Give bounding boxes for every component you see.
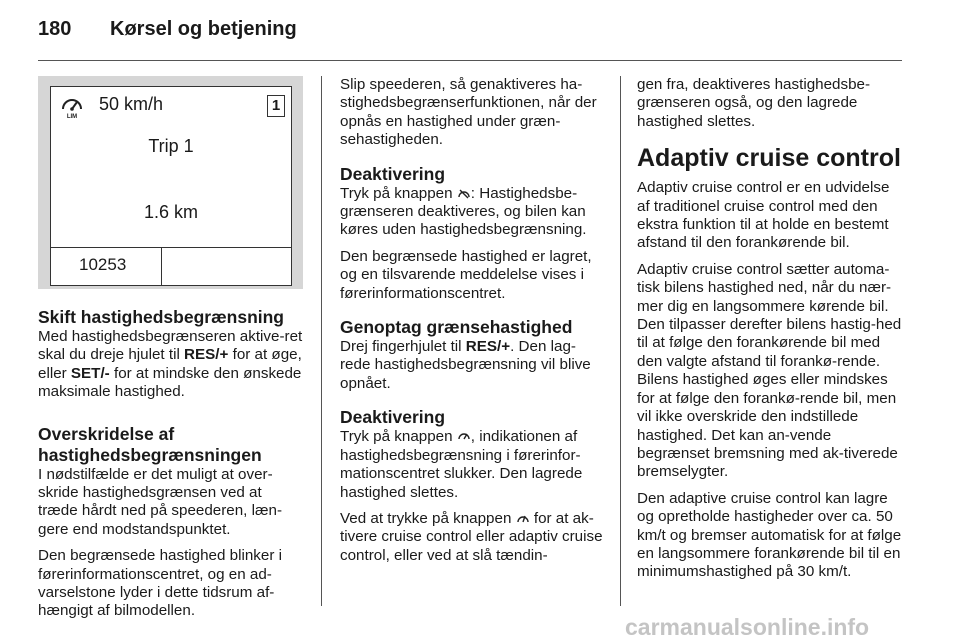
instrument-display-figure <box>38 76 303 289</box>
cancel-limiter-icon <box>457 188 471 200</box>
page-header <box>38 18 297 41</box>
column-divider-1 <box>321 76 322 606</box>
odometer-row <box>51 247 291 286</box>
section-heading: Overskridelse af hastighedsbegrænsningen <box>38 423 262 465</box>
page-title: Kørsel og betjening <box>110 18 297 40</box>
section-heading: Skift hastighedsbegrænsning <box>38 307 284 327</box>
paragraph: Tryk på knappen , indikationen af hastighedsbegrænsning i førerinfor-mationscentret slukker. Den lagrede hastighed slettes. <box>340 428 583 501</box>
paragraph: Med hastighedsbegrænseren aktive-ret skal du dreje hjulet til RES/+ for at øge, eller SET/- for at mindske den ønskede maksimale hastighed. <box>38 328 303 401</box>
paragraph: Slip speederen, så genaktiveres ha-stighedsbegrænserfunktionen, når der opnås en hastighed under græn-sehastigheden. <box>340 76 597 149</box>
column-3 <box>637 76 902 590</box>
section-heading: Deaktivering <box>340 407 446 428</box>
paragraph: Adaptiv cruise control er en udvidelse af traditionel cruise control med den ekstra funktion til at holde en bestemt afstand til den forankørende bil. <box>637 179 890 252</box>
display-distance: 1.6 km <box>143 202 199 222</box>
column-2 <box>340 76 605 573</box>
display-speed: 50 km/h <box>99 94 164 114</box>
display-box-number: 1 <box>267 95 285 117</box>
section-heading: Deaktivering <box>340 163 446 184</box>
section-heading: Genoptag grænsehastighed <box>340 317 573 338</box>
paragraph: Tryk på knappen : Hastighedsbe-grænseren deaktiveres, og bilen kan køres uden hastighedsbegrænsning. <box>340 184 587 239</box>
limiter-button-icon <box>457 430 471 443</box>
section-heading-large: Adaptiv cruise control <box>637 144 901 173</box>
paragraph: Den begrænsede hastighed blinker i førerinformationscentret, og en ad-varselstone lyder i dette tidsrum af-hængigt af bilmodellen. <box>38 547 283 620</box>
lim-label: LIM <box>66 114 78 119</box>
cruise-control-icon <box>516 512 530 525</box>
column-1 <box>38 76 303 629</box>
display-trip: Trip 1 <box>148 136 194 156</box>
paragraph: Drej fingerhjulet til RES/+. Den lag-rede hastighedsbegrænsning vil blive opnået. <box>340 338 591 392</box>
display-panel <box>50 86 292 286</box>
speed-limiter-icon <box>59 93 85 119</box>
page-number: 180 <box>38 18 72 40</box>
odometer-divider <box>161 248 162 286</box>
paragraph: gen fra, deaktiveres hastighedsbe-grænseren også, og den lagrede hastighed slettes. <box>637 76 871 130</box>
paragraph: Ved at trykke på knappen for at ak-tivere cruise control eller adaptiv cruise control, eller ved at slå tændin- <box>340 509 603 564</box>
display-odometer: 10253 <box>79 255 127 274</box>
paragraph: Den adaptive cruise control kan lagre og opretholde hastigheder over ca. 50 km/t og bremser automatisk for at følge en langsommere forankørende bil til en minimumshastighed på 30 km/t. <box>637 489 902 581</box>
column-divider-2 <box>620 76 621 606</box>
paragraph: Den begrænsede hastighed er lagret, og en tilsvarende meddelelse vises i førerinformationscentret. <box>340 247 592 302</box>
header-rule <box>38 60 902 61</box>
watermark: carmanualsonline.info <box>625 614 870 640</box>
paragraph: I nødstilfælde er det muligt at over-skride hastighedsgrænsen ved at træde hårdt ned på speederen, læn-gere end modstandspunktet. <box>38 465 283 538</box>
paragraph: Adaptiv cruise control sætter automa-tisk bilens hastighed ned, når du nær-mer dig en langsommere kørende bil. Den tilpasser derefter bilens hastig-hed til at følge den forankørende bil med den valgte afstand til forankø-rende. Bilens hastighed øges eller mindskes for at følge den forankø-rende bil, men vil ikke overskride den indstillede hastighed. Det kan an-vende begrænset bremsning med ak-tiverede bremselygter. <box>637 260 902 481</box>
